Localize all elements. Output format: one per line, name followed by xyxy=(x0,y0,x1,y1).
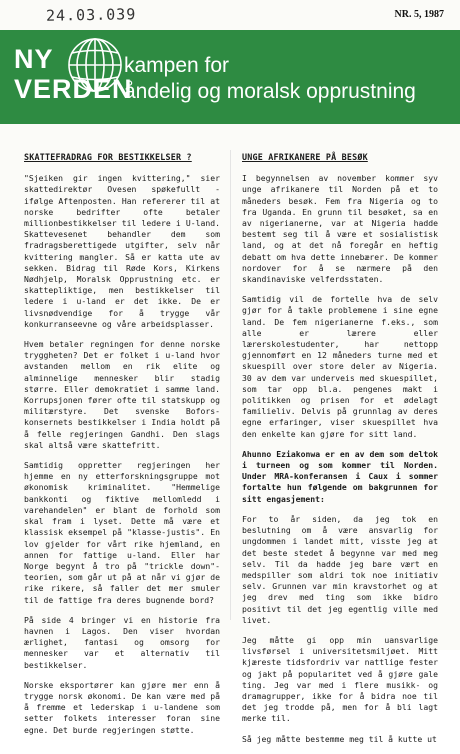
right-article xyxy=(242,152,438,754)
right-article-paragraph: I begynnelsen av november kommer syv unge afrikanere til Norden på et to måneders besøk. Fem fra Nigeria og to fra Uganda. En grunn til besøket, sa en av nigerianerne, var at Nigeria hadde bestemt seg til å være et sosialistisk land, og at det nå foregår en heftig debatt om hva dette innebærer. De kommer nordover for å se nærmere på den skandinaviske velferdsstaten. xyxy=(242,173,438,285)
right-article-quote: Så jeg måtte bestemme meg til å kutte ut xyxy=(242,733,437,744)
logo-verden: VERDEN xyxy=(14,74,133,104)
left-article-paragraph: Hvem betaler regningen for denne norske tryggheten? Det er folket i u-land hvor avstanden mellom en rik elite og alminnelige mennesker blir stadig større. Eller demokratiet i samme land. Korrupsjonen fører ofte til statskupp og militærstyre. Det svenske Bofors-konsernets bestikkelser i India holdt på å felle regjeringen Gandhi. Den slags skal altså være skattefritt. xyxy=(24,339,220,450)
issue-number: NR. 5, 1987 xyxy=(394,9,444,20)
column-divider xyxy=(230,150,231,620)
left-article-paragraph: "Sjeiken gir ingen kvittering," sier skattedirektør Ovesen spøkefullt - ifølge Aftenposten. Han refererer til at norske bedrifter ofte betaler millionbestikkelser til ledere i U-land. Skattevesenet behandler dem som fradragsberettigede utgifter, selv når kvittering mangler. Så er katta ute av sekken. Bidrag til Røde Kors, Kirkens Nødhjelp, Moralsk Opprustning etc. er skattepliktige, men bestikkelser til ledere i u-land er det ikke. De er livsnødvendige for å trygge vår konkurranseevne og våre arbeidsplasser. xyxy=(24,173,220,329)
right-article-bold-intro: Ahunno Eziakonwa er en av dem som deltok i turneen og som kommer til Norden. Under MRA-konferansen i Caux i sommer fortalte hun følgende om bakgrunnen for sitt engasjement: xyxy=(242,448,438,504)
right-article-quote: Jeg måtte gi opp min uansvarlige livsførsel i universitetsmiljøet. Mitt kjæreste tidsfordriv var nattlige fester og jakt på popularitet ved å gjøre gale ting. Jeg var med i flere musikk- og dramagrupper, ikke for å bidra noe til det jeg trodde på, men for å bli lagt merke til. xyxy=(242,634,438,724)
right-article-title: UNGE AFRIKANERE PÅ BESØK xyxy=(242,152,368,162)
left-article xyxy=(24,152,220,745)
left-article-paragraph: Norske eksportører kan gjøre mer enn å trygge norsk økonomi. De kan være med på å fremme et lederskap i u-landene som setter folkets interesser foran sine egne. Det burde regjeringen støtte. xyxy=(24,679,220,735)
right-article-paragraph: Samtidig vil de fortelle hva de selv gjør for å takle problemene i sine egne land. De fem nigerianerne f.eks., som alle er lærere eller lærerskolestudenter, har nettopp gjennomført en 12 måneders turne med et skuespill over store deler av Nigeria. 30 av dem var underveis med skuespillet, som tar opp bl.a. pengenes makt i politikken og prisen for et ødelagt familieliv. Delvis på grunnlag av deres egne erfaringer, viser skuespillet hva den enkelte kan gjøre for sitt land. xyxy=(242,294,438,439)
tagline-line-1: kampen for xyxy=(124,54,230,77)
left-article-paragraph: På side 4 bringer vi en historie fra havnen i Lagos. Den viser hvordan ærlighet, fantasi og omsorg for mennesker var et alternativ til bestikkelser. xyxy=(24,614,220,670)
left-article-title: SKATTEFRADRAG FOR BESTIKKELSER ? xyxy=(24,152,192,162)
handwritten-date: 24.03.039 xyxy=(45,5,137,25)
logo-ny: NY xyxy=(14,44,54,74)
right-article-quote: For to år siden, da jeg tok en beslutning om å være ansvarlig for ungdommen i landet mitt, visste jeg at det beste stedet å begynne var med meg selv. Til da hadde jeg bare vært en medspiller som aldri tok noe initiativ selv. Grunnen var min kravstorhet og at jeg drev med ting som ikke bidro positivt til det jeg egentlig ville med livet. xyxy=(242,513,438,625)
left-article-paragraph: Samtidig oppretter regjeringen her hjemme en ny etterforskningsgruppe mot økonomisk kriminalitet. "Hemmelige bankkonti og fiktive mellomledd i varehandelen" er blant de forhold som skal fram i lyset. Dette må være et klassisk eksempel på "klasse-justis". En lov gjelder for vårt rike hjemland, en annen for fattige u-land. Eller har Norge begynt å tro på "trickle down"-teorien, som går ut på at når vi gjør de rike rikere, så faller det mer smuler til de fattige fra deres bugnende bord? xyxy=(24,460,220,605)
tagline-line-2: åndelig og moralsk opprustning xyxy=(124,80,416,103)
